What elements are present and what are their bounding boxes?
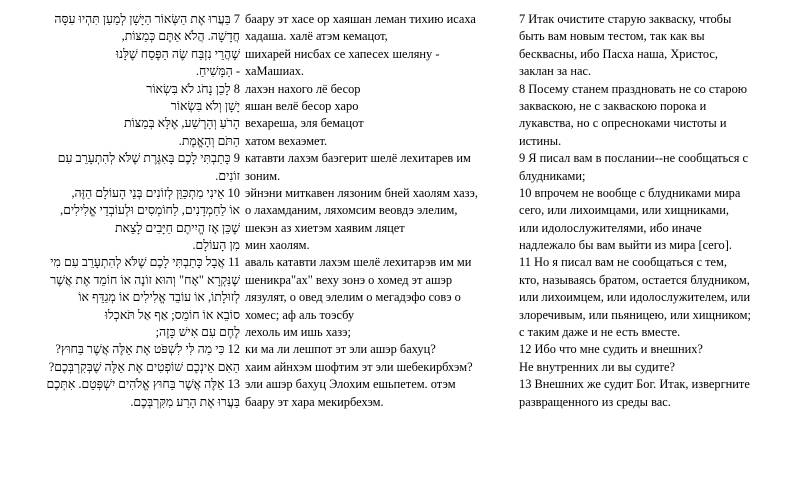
russian-line: 12 Ибо что мне судить и внешних? — [519, 342, 703, 357]
transliteration-line: зоним. — [245, 168, 281, 183]
hebrew-line: שֶׁהֲרֵי נִזְבַּח שֶׂה הַפֶּסַח שֶׁלָּנוּ — [115, 46, 240, 61]
russian-line: блудниками; — [519, 168, 586, 183]
hebrew-line: שֶׁנִּקְרָא "אָח" וְהוּא זוֹנֶה אוֹ חוֹמֵד אֶת אֲשֶׁר — [50, 272, 240, 287]
transliteration-line: аваль катавти лахэм шелё лехитарэв им ми — [245, 255, 472, 270]
russian-line: 13 Внешних же судит Бог. Итак, извергните — [519, 377, 750, 392]
transliteration-line: о лахамданим, ляхомсим веовдэ элелим, — [245, 203, 458, 218]
transliteration-line: лязулят, о овед элелим о мегадэфо совэ о — [245, 290, 461, 305]
russian-line: заклан за нас. — [519, 64, 592, 79]
russian-line: закваскою, не с закваскою порока и — [519, 98, 707, 113]
hebrew-line: חֲדָשָׁה. הֲלֹא אַתֶּם כְּמַצּוֹת, — [121, 29, 240, 44]
russian-line: 9 Я писал вам в послании--не сообщаться с — [519, 151, 748, 166]
hebrew-line: מִן הָעוֹלָם. — [192, 238, 240, 253]
russian-line: или идолослужителями, ибо иначе — [519, 220, 702, 235]
russian-line: развращенного из среды вас. — [519, 394, 671, 409]
hebrew-line: הָרֹעַ וְהָרֶשַׁע, אֶלָּא בְּמַצּוֹת — [124, 116, 240, 131]
transliteration-line: шекэн аз хиетэм хаявим ляцет — [245, 220, 405, 235]
hebrew-line: 10 אֵינִי מִתְכַּוֵּן לְזוֹנִים בְּנֵי הָעוֹלָם הַזֶּה, — [71, 185, 240, 200]
russian-line: лукавства, но с опресноками чистоты и — [519, 116, 727, 131]
transliteration-column — [245, 11, 515, 411]
russian-line: быть вам новым тестом, так как вы — [519, 29, 705, 44]
transliteration-line: ки ма ли лешпот эт эли ашэр бахуц? — [245, 342, 436, 357]
russian-line: сего, или лихоимцами, или хищниками, — [519, 203, 729, 218]
russian-line: с таким даже и не есть вместе. — [519, 325, 681, 340]
hebrew-line: 13 אֵלֶּה אֲשֶׁר בַּחוּץ אֱלֹהִים יִשְׁפְּטֵם. אִתְּכֶם — [46, 377, 240, 392]
russian-line: 8 Посему станем праздновать не со старою — [519, 81, 748, 96]
transliteration-line: лахэн нахого лё бесор — [245, 81, 361, 96]
transliteration-line: хаМашиах. — [245, 64, 305, 79]
russian-line: или лихоимцем, или идолослужителем, или — [519, 290, 751, 305]
russian-line: 10 впрочем не вообще с блудниками мира — [519, 185, 741, 200]
russian-line: 7 Итак очистите старую закваску, чтобы — [519, 12, 732, 26]
transliteration-line: баару эт хасе ор хаяшан леман тихию исаха — [245, 12, 476, 26]
transliteration-line: яшан велё бесор харо — [245, 98, 359, 113]
russian-line: истины. — [519, 133, 562, 148]
hebrew-line: 11 אֲבָל כָּתַבְתִּי לָכֶם שֶׁלֹּא לְהִתְעָרֵב עִם מִי — [50, 255, 240, 270]
russian-line: надлежало бы вам выйти из мира [сего]. — [519, 238, 732, 253]
russian-column — [519, 11, 794, 411]
transliteration-line: хатом вехаэмет. — [245, 133, 328, 148]
hebrew-line: אוֹ לַחַמְדָנִים, לַחוֹמְסִים וּלְעוֹבְדֵי אֱלִילִים, — [60, 203, 240, 218]
russian-line: бесквасны, ибо Пасха наша, Христос, — [519, 46, 718, 61]
hebrew-line: שֶׁכֵּן אָז הֱיִיתֶם חַיָּבִים לָצֵאת — [115, 220, 240, 235]
hebrew-line: סוֹבֵא אוֹ חוֹמֵס; אַף אַל תֹּאכְלוּ — [104, 307, 240, 322]
russian-line: злоречивым, или пьяницею, или хищником; — [519, 307, 751, 322]
transliteration-line: лехоль им ишь хазэ; — [245, 325, 351, 340]
hebrew-line: הַתֹּם וְהָאֱמֶת. — [178, 133, 240, 148]
hebrew-line: לֶחֶם עִם אִישׁ כָּזֶה; — [155, 325, 240, 340]
transliteration-line: вехарешa, эля бемацот — [245, 116, 364, 131]
hebrew-line: - הַמָּשִׁיחַ. — [195, 64, 240, 79]
hebrew-line: הַאִם אֵינְכֶם שׁוֹפְטִים אֶת אֵלֶּה שֶׁבְּקִרְבְּכֶם? — [48, 359, 240, 374]
hebrew-line: לְזוּלָתוֹ, אוֹ עוֹבֵד אֱלִילִים אוֹ מְגַדֵּף אוֹ — [78, 290, 240, 305]
hebrew-column — [0, 11, 240, 411]
transliteration-line: эйнэни миткавен лязоним бней хаолям хазэ, — [245, 185, 478, 200]
transliteration-line: шихарей нисбах се хапесех шеляну - — [245, 46, 440, 61]
transliteration-line: мин хаолям. — [245, 238, 310, 253]
russian-line: Не внутренних ли вы судите? — [519, 359, 675, 374]
transliteration-line: шеникра"ах" веху зонэ о хомед эт ашэр — [245, 272, 453, 287]
transliteration-line: баару эт хара мекирбехэм. — [245, 394, 384, 409]
transliteration-line: эли ашэр бахуц Элохим ешьпетем. отэм — [245, 377, 456, 392]
hebrew-line: בַּעֲרוּ אֶת הָרַע מִקִּרְבְּכֶם. — [130, 394, 240, 409]
transliteration-line: хадаша. халё атэм кемацот, — [245, 29, 388, 44]
transliteration-line: хомес; аф аль тоэсбу — [245, 307, 355, 322]
hebrew-line: 7 בַּעֲרוּ אֶת הַשְּׂאוֹר הַיָּשָׁן לְמַעַן תִּהְיוּ עִסָּה — [54, 12, 240, 26]
transliteration-line: катавти лахэм баэгерит шелё лехитарев им — [245, 151, 471, 166]
russian-line: 11 Но я писал вам не сообщаться с тем, — [519, 255, 727, 270]
transliteration-line: хаим айнхэм шофтим эт эли шебекирбхэм? — [245, 359, 473, 374]
hebrew-line: זוֹנִים. — [215, 168, 240, 183]
hebrew-line: יָשָׁן וְלֹא בִּשְׂאוֹר — [170, 98, 240, 113]
hebrew-line: 8 לָכֵן נָחֹג לֹא בִּשְׂאוֹר — [146, 81, 240, 96]
hebrew-line: 12 כִּי מַה לִּי לִשְׁפֹּט אֶת אֵלֶּה אֲשֶׁר בַּחוּץ? — [55, 342, 240, 357]
russian-line: кто, называясь братом, остается блудником, — [519, 272, 750, 287]
hebrew-line: 9 כָּתַבְתִּי לָכֶם בָּאִגֶּרֶת שֶׁלֹּא לְהִתְעָרֵב עִם — [57, 151, 240, 166]
